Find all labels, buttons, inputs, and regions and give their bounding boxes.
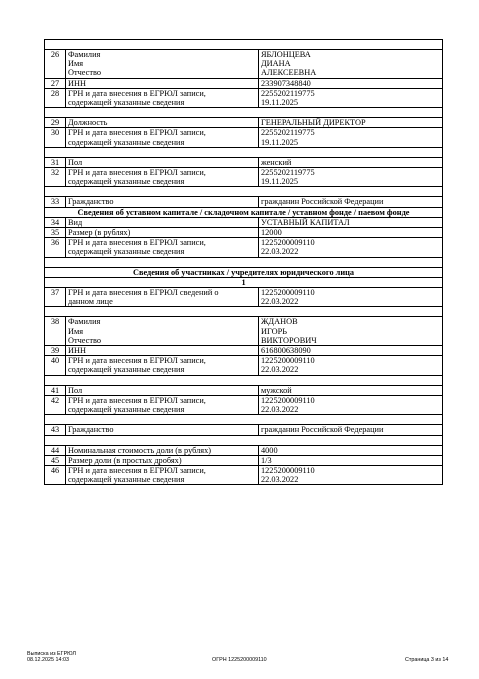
value-date: 22.03.2022 <box>261 475 299 485</box>
row-number: 35 <box>45 228 66 238</box>
row-label: Пол <box>66 385 259 395</box>
footer-source <box>27 651 76 664</box>
section-header-founders <box>45 267 443 277</box>
value-patronymic: ВИКТОРОВИЧ <box>261 335 317 345</box>
row-label: Размер (в рублях) <box>66 228 259 238</box>
row-value: гражданин Российской Федерации <box>259 425 443 435</box>
value-date: 22.03.2022 <box>261 365 299 375</box>
label-line: ГРН и дата внесения в ЕГРЮЛ записи, <box>68 356 206 366</box>
row-value: 233907348840 <box>259 78 443 88</box>
row-label: Вид <box>66 217 259 227</box>
label-given-name: Имя <box>68 326 84 336</box>
row-label <box>66 238 259 257</box>
section-header-capital <box>45 207 443 217</box>
row-label <box>66 465 259 484</box>
row-number: 30 <box>45 128 66 147</box>
value-grn: 1225200009110 <box>261 288 315 298</box>
egrul-extract-table <box>44 39 443 485</box>
row-41-sex <box>45 385 443 395</box>
row-label: Должность <box>66 118 259 128</box>
spacer-row <box>45 375 443 385</box>
row-value: гражданин Российской Федерации <box>259 197 443 207</box>
row-value <box>259 288 443 307</box>
row-number: 34 <box>45 217 66 227</box>
row-value <box>259 465 443 484</box>
row-value <box>259 168 443 187</box>
label-line: содержащей указанные сведения <box>68 177 185 187</box>
value-grn: 2255202119775 <box>261 88 315 98</box>
label-line: ГРН и дата внесения в ЕГРЮЛ сведений о <box>68 288 219 298</box>
label-line: ГРН и дата внесения в ЕГРЮЛ записи, <box>68 128 206 138</box>
spacer-row <box>45 147 443 157</box>
label-line: ГРН и дата внесения в ЕГРЮЛ записи, <box>68 88 206 98</box>
row-label <box>66 128 259 147</box>
row-value: УСТАВНЫЙ КАПИТАЛ <box>259 217 443 227</box>
row-value <box>259 356 443 375</box>
label-line: ГРН и дата внесения в ЕГРЮЛ записи, <box>68 238 206 248</box>
row-number: 38 <box>45 317 66 346</box>
row-label: Гражданство <box>66 197 259 207</box>
value-grn: 1225200009110 <box>261 356 315 366</box>
label-surname: Фамилия <box>68 317 101 327</box>
value-date: 22.03.2022 <box>261 405 299 415</box>
row-value <box>259 238 443 257</box>
row-label <box>66 88 259 107</box>
row-number: 29 <box>45 118 66 128</box>
row-44-nominal-value <box>45 445 443 455</box>
spacer-row <box>45 187 443 197</box>
row-value <box>259 395 443 414</box>
spacer-row <box>45 40 443 50</box>
value-surname: ЯБЛОНЦЕВА <box>261 50 311 59</box>
value-date: 19.11.2025 <box>261 177 299 187</box>
row-number: 36 <box>45 238 66 257</box>
row-38-full-name <box>45 317 443 346</box>
value-surname: ЖДАНОВ <box>261 317 298 327</box>
value-patronymic: АЛЕКСЕЕВНА <box>261 68 317 78</box>
label-line: данном лице <box>68 297 113 307</box>
row-label <box>66 395 259 414</box>
row-number: 32 <box>45 168 66 187</box>
row-label: Пол <box>66 157 259 167</box>
value-date: 22.03.2022 <box>261 297 299 307</box>
row-number: 27 <box>45 78 66 88</box>
label-line: содержащей указанные сведения <box>68 247 185 257</box>
row-43-citizenship <box>45 425 443 435</box>
value-grn: 2255202119775 <box>261 128 315 138</box>
row-number: 33 <box>45 197 66 207</box>
label-line: ГРН и дата внесения в ЕГРЮЛ записи, <box>68 465 206 475</box>
spacer-row <box>45 108 443 118</box>
row-number: 46 <box>45 465 66 484</box>
value-given-name: ДИАНА <box>261 59 291 69</box>
row-29-position <box>45 118 443 128</box>
section-title: Сведения об участниках / учредителях юридического лица <box>45 267 443 277</box>
footer-page-number: Страница 3 из 14 <box>405 657 449 663</box>
row-number: 31 <box>45 157 66 167</box>
row-value: 616800638090 <box>259 346 443 356</box>
row-45-share-size <box>45 455 443 465</box>
value-grn: 1225200009110 <box>261 238 315 248</box>
value-date: 19.11.2025 <box>261 137 299 147</box>
label-patronymic: Отчество <box>68 68 101 78</box>
row-value <box>259 50 443 79</box>
row-value: женский <box>259 157 443 167</box>
row-32-grn <box>45 168 443 187</box>
row-label <box>66 356 259 375</box>
spacer-row <box>45 435 443 445</box>
label-line: содержащей указанные сведения <box>68 365 185 375</box>
row-30-grn <box>45 128 443 147</box>
spacer-row <box>45 307 443 317</box>
row-number: 42 <box>45 395 66 414</box>
label-surname: Фамилия <box>68 50 101 59</box>
value-date: 19.11.2025 <box>261 98 299 108</box>
founder-index: 1 <box>45 277 443 287</box>
value-grn: 2255202119775 <box>261 168 315 178</box>
row-value: ГЕНЕРАЛЬНЫЙ ДИРЕКТОР <box>259 118 443 128</box>
footer-source-title: Выписка из ЕГРЮЛ <box>27 651 76 657</box>
label-line: содержащей указанные сведения <box>68 405 185 415</box>
row-36-grn <box>45 238 443 257</box>
row-42-grn <box>45 395 443 414</box>
row-number: 39 <box>45 346 66 356</box>
row-value <box>259 317 443 346</box>
value-given-name: ИГОРЬ <box>261 326 287 336</box>
row-label: Номинальная стоимость доли (в рублях) <box>66 445 259 455</box>
row-label: Гражданство <box>66 425 259 435</box>
row-26-full-name <box>45 50 443 79</box>
footer-source-timestamp: 08.12.2025 14:03 <box>27 657 69 664</box>
row-37-grn <box>45 288 443 307</box>
row-number: 40 <box>45 356 66 375</box>
value-grn: 1225200009110 <box>261 395 315 405</box>
row-number: 45 <box>45 455 66 465</box>
value-grn: 1225200009110 <box>261 465 315 475</box>
row-39-inn <box>45 346 443 356</box>
label-line: содержащей указанные сведения <box>68 98 185 108</box>
row-value <box>259 88 443 107</box>
row-value: 4000 <box>259 445 443 455</box>
row-35-capital-amount <box>45 228 443 238</box>
row-label <box>66 50 259 79</box>
row-34-capital-type <box>45 217 443 227</box>
row-label: ИНН <box>66 346 259 356</box>
label-given-name: Имя <box>68 59 84 69</box>
row-value <box>259 128 443 147</box>
row-number: 44 <box>45 445 66 455</box>
row-27-inn <box>45 78 443 88</box>
label-line: содержащей указанные сведения <box>68 137 185 147</box>
row-31-sex <box>45 157 443 167</box>
row-number: 28 <box>45 88 66 107</box>
row-label <box>66 168 259 187</box>
row-40-grn <box>45 356 443 375</box>
row-value: 1/3 <box>259 455 443 465</box>
footer-ogrn: ОГРН 1225200009110 <box>212 657 267 663</box>
label-line: содержащей указанные сведения <box>68 475 185 485</box>
row-label: Размер доли (в простых дробях) <box>66 455 259 465</box>
row-value: мужской <box>259 385 443 395</box>
row-46-grn <box>45 465 443 484</box>
founder-index-row <box>45 277 443 287</box>
section-title: Сведения об уставном капитале / складочном капитале / уставном фонде / паевом фонде <box>45 207 443 217</box>
row-label <box>66 288 259 307</box>
label-line: ГРН и дата внесения в ЕГРЮЛ записи, <box>68 395 206 405</box>
row-number: 41 <box>45 385 66 395</box>
row-33-citizenship <box>45 197 443 207</box>
spacer-row <box>45 257 443 267</box>
row-value: 12000 <box>259 228 443 238</box>
row-28-grn <box>45 88 443 107</box>
value-date: 22.03.2022 <box>261 247 299 257</box>
row-label: ИНН <box>66 78 259 88</box>
spacer-row <box>45 415 443 425</box>
row-number: 43 <box>45 425 66 435</box>
label-line: ГРН и дата внесения в ЕГРЮЛ записи, <box>68 168 206 178</box>
row-number: 37 <box>45 288 66 307</box>
row-label <box>66 317 259 346</box>
row-number: 26 <box>45 50 66 79</box>
label-patronymic: Отчество <box>68 335 101 345</box>
